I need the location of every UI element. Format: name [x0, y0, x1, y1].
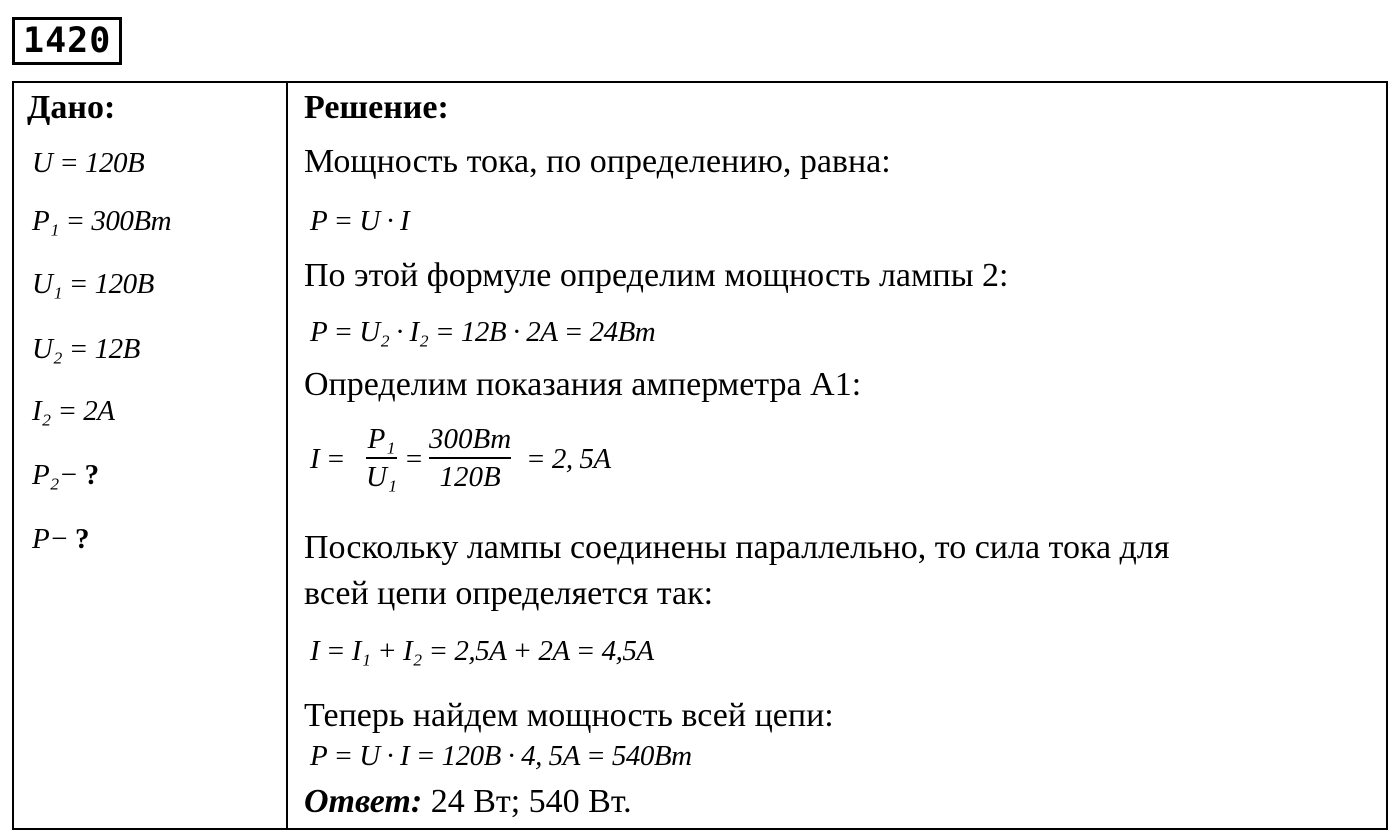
- answer: [304, 783, 632, 821]
- solution-text: всей цепи определяется так:: [304, 575, 714, 612]
- question-mark: ?: [84, 459, 99, 491]
- formula-part: =: [404, 443, 424, 475]
- formula-part: I =: [310, 443, 345, 475]
- fraction: [429, 421, 511, 495]
- given-heading: Дано:: [27, 89, 116, 126]
- given-unknown: [32, 459, 99, 492]
- fraction-denominator: U₁: [366, 461, 398, 493]
- formula-part: = 2, 5A: [526, 443, 611, 475]
- column-divider: [286, 83, 288, 828]
- solution-text: Поскольку лампы соединены параллельно, то сила тока для: [304, 529, 1170, 566]
- solution-text: По этой формуле определим мощность лампы 2:: [304, 257, 1009, 294]
- solution-text: Теперь найдем мощность всей цепи:: [304, 697, 834, 734]
- question-mark: ?: [75, 523, 90, 555]
- fraction-numerator: P₁: [367, 423, 396, 455]
- solution-text: Определим показания амперметра А1:: [304, 366, 862, 403]
- formula: P = U₂ · I₂ = 12B · 2A = 24Bm: [310, 316, 656, 348]
- fraction-denominator: 120B: [439, 461, 501, 493]
- given-item: I₂ = 2A: [32, 395, 115, 427]
- given-unknown: [32, 523, 89, 556]
- given-item: U₁ = 120B: [32, 268, 154, 300]
- given-item: U = 120B: [32, 147, 145, 179]
- solution-heading: Решение:: [304, 89, 449, 126]
- formula: P = U · I = 120B · 4, 5A = 540Bm: [310, 740, 692, 772]
- given-item: P₁ = 300Bm: [32, 205, 172, 237]
- given-item: U₂ = 12B: [32, 333, 140, 365]
- fraction: [366, 421, 397, 495]
- answer-text: 24 Вт; 540 Вт.: [422, 783, 632, 820]
- problem-number: 1420: [12, 17, 122, 65]
- solution-text: Мощность тока, по определению, равна:: [304, 143, 891, 180]
- formula: I = I₁ + I₂ = 2,5A + 2A = 4,5A: [310, 635, 654, 667]
- solution-table: [12, 81, 1388, 830]
- solution-column: [304, 83, 1384, 828]
- given-unknown-symbol: P−: [32, 523, 69, 555]
- formula: P = U · I: [310, 205, 410, 237]
- answer-label: Ответ:: [304, 783, 423, 820]
- given-column: [14, 83, 286, 828]
- fraction-numerator: 300Bm: [429, 423, 512, 455]
- given-unknown-symbol: P₂−: [32, 459, 78, 491]
